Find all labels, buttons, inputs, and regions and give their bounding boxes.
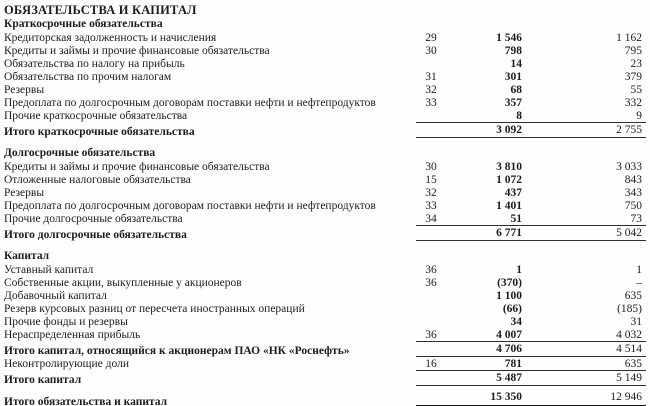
value-current: (66) xyxy=(502,303,522,315)
value-current: 5 487 xyxy=(496,372,522,384)
row-label: Обязательства по налогу на прибыль xyxy=(4,58,185,70)
row-label: Итого краткосрочные обязательства xyxy=(4,126,195,138)
line-item-row xyxy=(4,31,650,44)
value-prior: 795 xyxy=(624,45,642,57)
row-label: Нераспределенная прибыль xyxy=(4,329,141,341)
row-label: Прочие фонды и резервы xyxy=(4,316,128,328)
note-number: 32 xyxy=(425,84,437,96)
row-values xyxy=(416,358,646,370)
line-item-row xyxy=(4,96,650,109)
grand-total-row xyxy=(4,390,650,406)
line-item-row xyxy=(4,328,650,341)
row-values xyxy=(416,213,646,225)
value-prior: 1 xyxy=(636,264,642,276)
value-prior: 635 xyxy=(624,358,642,370)
row-values xyxy=(416,225,646,241)
statement-title: ОБЯЗАТЕЛЬСТВА И КАПИТАЛ xyxy=(4,3,197,17)
row-values xyxy=(416,84,646,96)
row-values xyxy=(416,161,646,173)
row-label: Итого обязательства и капитал xyxy=(4,396,168,406)
row-label: Резервы xyxy=(4,187,45,199)
value-current: 51 xyxy=(510,213,522,225)
value-current: 8 xyxy=(516,110,522,122)
line-item-row xyxy=(4,160,650,173)
value-prior: 9 xyxy=(636,110,642,122)
row-label: Уставный капитал xyxy=(4,264,94,276)
line-item-row xyxy=(4,302,650,315)
note-number: 32 xyxy=(425,187,437,199)
line-item-row xyxy=(4,276,650,289)
note-number: 15 xyxy=(425,174,437,186)
row-label: Обязательства по прочим налогам xyxy=(4,71,172,83)
row-values xyxy=(416,174,646,186)
row-label: Резервы xyxy=(4,84,45,96)
row-label: Прочие долгосрочные обязательства xyxy=(4,213,183,225)
row-values xyxy=(416,58,646,70)
value-prior: 343 xyxy=(624,187,642,199)
row-values xyxy=(416,97,646,109)
note-number: 30 xyxy=(425,161,437,173)
section-header: Долгосрочные обязательства xyxy=(4,147,156,159)
value-current: 4 007 xyxy=(496,329,522,341)
value-prior: (185) xyxy=(617,303,642,315)
value-prior: 4 514 xyxy=(616,343,642,355)
value-prior: 379 xyxy=(624,71,642,83)
line-item-row xyxy=(4,44,650,57)
row-values xyxy=(416,277,646,289)
value-prior: 3 033 xyxy=(616,161,642,173)
row-values xyxy=(416,341,646,357)
row-values xyxy=(416,303,646,315)
value-prior: 31 xyxy=(630,316,642,328)
total-row xyxy=(4,225,650,241)
row-label: Предоплата по долгосрочным договорам поставки нефти и нефтепродуктов xyxy=(4,200,376,212)
value-current: 798 xyxy=(504,45,522,57)
value-current: 1 100 xyxy=(496,290,522,302)
value-current: 301 xyxy=(504,71,522,83)
line-item-row xyxy=(4,357,650,370)
value-current: 68 xyxy=(510,84,522,96)
row-label: Итого капитал, относящийся к акционерам ПАО «НК «Роснефть» xyxy=(4,345,350,357)
value-current: 3 092 xyxy=(496,124,522,136)
line-item-row xyxy=(4,186,650,199)
note-number: 36 xyxy=(425,277,437,289)
note-number: 33 xyxy=(425,97,437,109)
line-item-row xyxy=(4,263,650,276)
value-current: 781 xyxy=(504,358,522,370)
note-number: 29 xyxy=(425,32,437,44)
section-header: Капитал xyxy=(4,250,50,262)
row-label: Кредиторская задолженность и начисления xyxy=(4,32,217,44)
line-item-row xyxy=(4,109,650,122)
note-number: 31 xyxy=(425,71,437,83)
note-number: 34 xyxy=(425,213,437,225)
row-values xyxy=(416,32,646,44)
section-header: Краткосрочные обязательства xyxy=(4,18,163,30)
value-prior: 750 xyxy=(624,200,642,212)
row-label: Итого капитал xyxy=(4,374,82,386)
total-row xyxy=(4,122,650,138)
row-values xyxy=(416,329,646,341)
row-values xyxy=(416,122,646,138)
row-values xyxy=(416,200,646,212)
row-values xyxy=(416,370,646,386)
value-current: 6 771 xyxy=(496,227,522,239)
value-prior: 4 032 xyxy=(616,329,642,341)
note-number: 16 xyxy=(425,358,437,370)
row-label: Резерв курсовых разниц от пересчета иностранных операций xyxy=(4,303,305,315)
value-prior: 635 xyxy=(624,290,642,302)
value-prior: 5 042 xyxy=(616,227,642,239)
value-current: 1 546 xyxy=(496,32,522,44)
value-current: 1 072 xyxy=(496,174,522,186)
total-row xyxy=(4,370,650,386)
value-current: 357 xyxy=(504,97,522,109)
value-prior: 843 xyxy=(624,174,642,186)
note-number: 33 xyxy=(425,200,437,212)
row-values xyxy=(416,264,646,276)
line-item-row xyxy=(4,83,650,96)
note-number: 36 xyxy=(425,264,437,276)
value-current: 14 xyxy=(510,58,522,70)
row-label: Кредиты и займы и прочие финансовые обязательства xyxy=(4,161,270,173)
row-values xyxy=(416,290,646,302)
value-prior: 332 xyxy=(624,97,642,109)
value-prior: 55 xyxy=(630,84,642,96)
line-item-row xyxy=(4,57,650,70)
row-label: Кредиты и займы и прочие финансовые обязательства xyxy=(4,45,270,57)
value-current: 15 350 xyxy=(490,391,522,403)
value-prior: 5 149 xyxy=(616,372,642,384)
row-values xyxy=(416,110,646,122)
value-prior: 23 xyxy=(630,58,642,70)
value-prior: 2 755 xyxy=(616,124,642,136)
value-current: 437 xyxy=(504,187,522,199)
row-label: Предоплата по долгосрочным договорам поставки нефти и нефтепродуктов xyxy=(4,97,376,109)
total-row xyxy=(4,341,650,357)
note-number: 36 xyxy=(425,329,437,341)
line-item-row xyxy=(4,173,650,186)
row-values xyxy=(416,45,646,57)
line-item-row xyxy=(4,289,650,302)
row-label: Неконтролирующие доли xyxy=(4,358,129,370)
value-current: 1 401 xyxy=(496,200,522,212)
line-item-row xyxy=(4,199,650,212)
section-gap xyxy=(4,241,650,250)
value-prior: 12 946 xyxy=(610,391,642,403)
value-prior: – xyxy=(636,277,642,289)
row-values xyxy=(416,187,646,199)
line-item-row xyxy=(4,70,650,83)
line-item-row xyxy=(4,212,650,225)
value-prior: 1 162 xyxy=(616,32,642,44)
statement-table xyxy=(4,18,650,406)
row-values xyxy=(416,316,646,328)
row-values xyxy=(416,391,646,406)
value-current: (370) xyxy=(497,277,522,289)
value-prior: 73 xyxy=(630,213,642,225)
row-label: Добавочный капитал xyxy=(4,290,107,302)
section-gap xyxy=(4,138,650,147)
row-label: Итого долгосрочные обязательства xyxy=(4,229,187,241)
row-label: Отложенные налоговые обязательства xyxy=(4,174,191,186)
value-current: 1 xyxy=(516,264,522,276)
row-values xyxy=(416,71,646,83)
note-number: 30 xyxy=(425,45,437,57)
value-current: 34 xyxy=(510,316,522,328)
row-label: Прочие краткосрочные обязательства xyxy=(4,110,188,122)
line-item-row xyxy=(4,315,650,328)
value-current: 4 706 xyxy=(496,343,522,355)
row-label: Собственные акции, выкупленные у акционеров xyxy=(4,277,242,289)
value-current: 3 810 xyxy=(496,161,522,173)
